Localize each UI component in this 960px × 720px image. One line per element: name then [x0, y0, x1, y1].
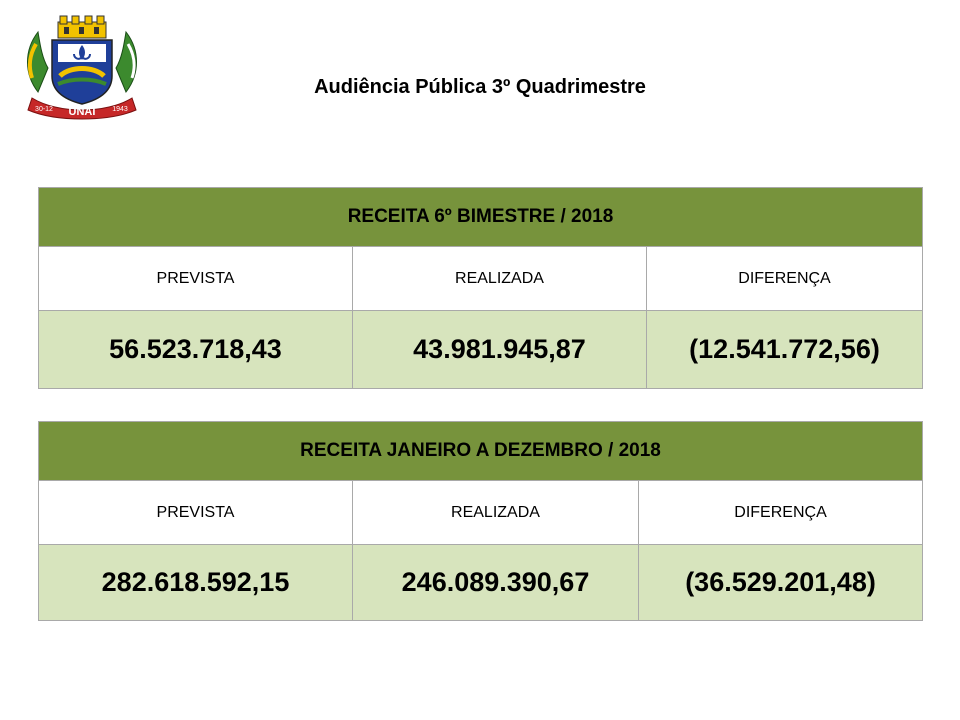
logo-city-name: UNAÍ [68, 106, 96, 118]
revenue-table-bimestre [38, 187, 923, 389]
value-diferenca: (12.541.772,56) [647, 311, 923, 389]
label-prevista: PREVISTA [39, 247, 353, 311]
table-header: RECEITA JANEIRO A DEZEMBRO / 2018 [39, 422, 923, 481]
value-diferenca: (36.529.201,48) [639, 545, 923, 621]
logo-date-right: 1943 [112, 106, 128, 113]
label-realizada: REALIZADA [353, 481, 639, 545]
label-diferenca: DIFERENÇA [639, 481, 923, 545]
label-diferenca: DIFERENÇA [647, 247, 923, 311]
page-title: Audiência Pública 3º Quadrimestre [314, 76, 646, 98]
value-realizada: 246.089.390,67 [353, 545, 639, 621]
coat-of-arms-logo [18, 14, 146, 120]
value-realizada: 43.981.945,87 [353, 311, 647, 389]
revenue-table-annual [38, 421, 923, 621]
value-prevista: 282.618.592,15 [39, 545, 353, 621]
label-realizada: REALIZADA [353, 247, 647, 311]
table-header: RECEITA 6º BIMESTRE / 2018 [39, 188, 923, 247]
label-prevista: PREVISTA [39, 481, 353, 545]
value-prevista: 56.523.718,43 [39, 311, 353, 389]
logo-date-left: 30-12 [35, 106, 53, 113]
